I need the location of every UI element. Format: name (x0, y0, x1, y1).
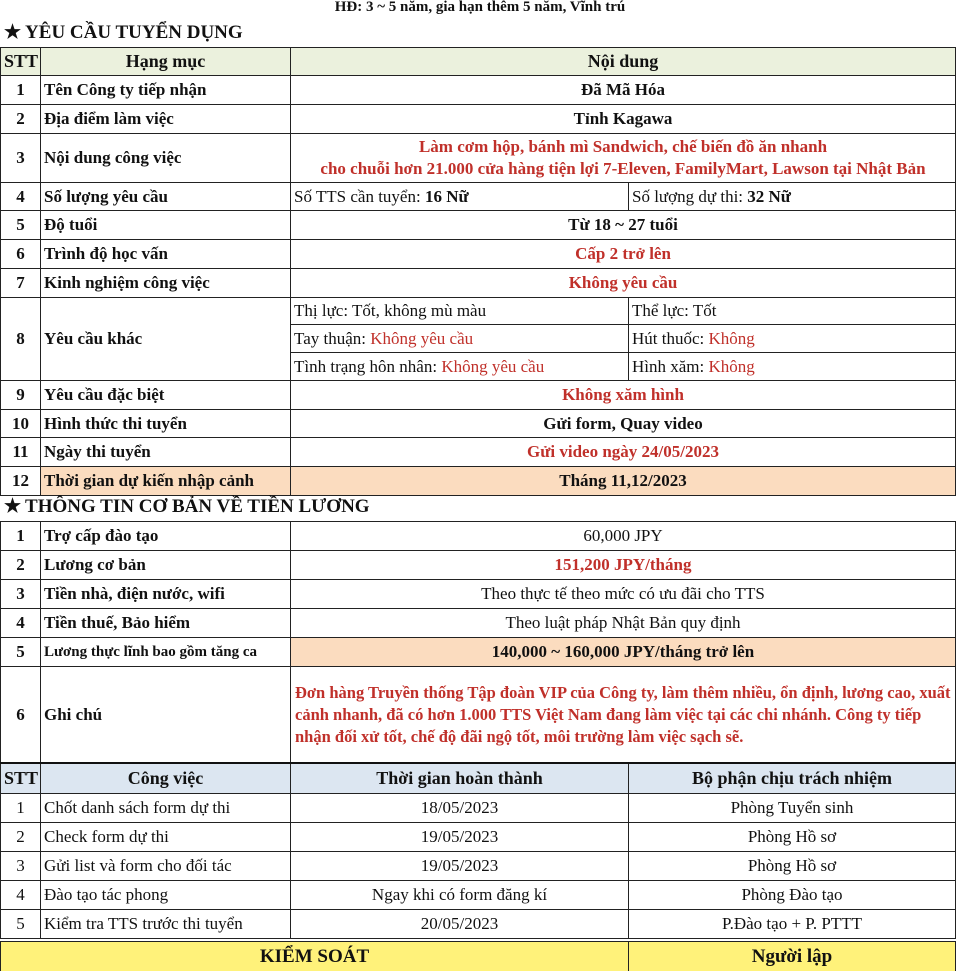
row-stt: 5 (1, 211, 41, 240)
table-row (1, 105, 956, 134)
tattoo (629, 353, 956, 381)
section-title-text: YÊU CẦU TUYỂN DỤNG (25, 22, 243, 43)
row-owner: Phòng Đào tạo (629, 880, 956, 909)
header-task: Công việc (41, 763, 291, 793)
table-row (1, 410, 956, 438)
table-row (1, 793, 956, 822)
required-count-value: 16 Nữ (424, 186, 469, 206)
star-icon: ★ (4, 22, 22, 43)
header-content: Nội dung (291, 48, 956, 76)
smoking (629, 325, 956, 353)
row-stt: 2 (1, 551, 41, 580)
table-row (1, 880, 956, 909)
housing-cost: Theo thực tế theo mức có ưu đãi cho TTS (291, 580, 956, 609)
row-stt: 1 (1, 522, 41, 551)
row-category: Yêu cầu đặc biệt (41, 381, 291, 410)
row-owner: Phòng Hồ sơ (629, 822, 956, 851)
table-row (1, 551, 956, 580)
row-stt: 5 (1, 638, 41, 667)
physical-text: Thể lực: Tốt (632, 301, 717, 320)
row-task: Kiểm tra TTS trước thi tuyển (41, 909, 291, 938)
education-level: Cấp 2 trở lên (291, 240, 956, 269)
table-row (1, 134, 956, 183)
age-range: Từ 18 ~ 27 tuổi (291, 211, 956, 240)
row-category: Ngày thi tuyển (41, 438, 291, 467)
row-stt: 5 (1, 909, 41, 938)
marital-status (291, 353, 629, 381)
row-stt: 1 (1, 793, 41, 822)
exam-date: Gửi video ngày 24/05/2023 (291, 438, 956, 467)
row-stt: 4 (1, 880, 41, 909)
row-stt: 8 (1, 298, 41, 381)
row-category: Thời gian dự kiến nhập cảnh (41, 467, 291, 496)
handedness (291, 325, 629, 353)
table-row (1, 76, 956, 105)
row-stt: 9 (1, 381, 41, 410)
smoking-label: Hút thuốc: (632, 328, 709, 348)
row-stt: 12 (1, 467, 41, 496)
exam-count (629, 183, 956, 211)
row-category: Ghi chú (41, 667, 291, 763)
row-category: Độ tuổi (41, 211, 291, 240)
star-icon: ★ (4, 496, 22, 517)
exam-count-label: Số lượng dự thi: (632, 186, 748, 206)
physical (629, 298, 956, 325)
tax-insurance: Theo luật pháp Nhật Bản quy định (291, 609, 956, 638)
row-stt: 6 (1, 240, 41, 269)
row-stt: 3 (1, 580, 41, 609)
row-category: Địa điểm làm việc (41, 105, 291, 134)
handedness-label: Tay thuận: (294, 328, 371, 348)
table-row (1, 211, 956, 240)
table-row (1, 183, 956, 211)
row-deadline: 18/05/2023 (291, 793, 629, 822)
table-row (1, 269, 956, 298)
row-deadline: 19/05/2023 (291, 851, 629, 880)
timeline-table (0, 762, 956, 939)
creator-label: Người lập (629, 942, 956, 971)
job-description (291, 134, 956, 183)
handedness-value: Không yêu cầu (370, 328, 474, 348)
row-task: Đào tạo tác phong (41, 880, 291, 909)
signature-header-row (1, 942, 956, 971)
row-category: Yêu cầu khác (41, 298, 291, 381)
row-category: Hình thức thi tuyển (41, 410, 291, 438)
table-row (1, 822, 956, 851)
work-location: Tỉnh Kagawa (291, 105, 956, 134)
tattoo-label: Hình xăm: (632, 356, 709, 376)
exam-count-value: 32 Nữ (747, 186, 791, 206)
table-row (1, 438, 956, 467)
row-category: Nội dung công việc (41, 134, 291, 183)
row-stt: 4 (1, 183, 41, 211)
job-description-line1: Làm cơm hộp, bánh mì Sandwich, chế biến đồ ăn nhanh (418, 137, 828, 156)
table-row (1, 298, 956, 325)
row-stt: 2 (1, 105, 41, 134)
net-salary: 140,000 ~ 160,000 JPY/tháng trở lên (291, 638, 956, 667)
entry-time: Tháng 11,12/2023 (291, 467, 956, 496)
required-count (291, 183, 629, 211)
row-deadline: Ngay khi có form đăng kí (291, 880, 629, 909)
row-deadline: 19/05/2023 (291, 822, 629, 851)
table-row (1, 240, 956, 269)
row-stt: 11 (1, 438, 41, 467)
header-deadline: Thời gian hoàn thành (291, 763, 629, 793)
row-category: Tiền thuế, Bảo hiểm (41, 609, 291, 638)
marital-label: Tình trạng hôn nhân: (294, 356, 442, 376)
tattoo-value: Không (708, 356, 755, 376)
marital-value: Không yêu cầu (441, 356, 545, 376)
row-category: Tiền nhà, điện nước, wifi (41, 580, 291, 609)
row-stt: 1 (1, 76, 41, 105)
required-count-label: Số TTS cần tuyển: (294, 186, 425, 206)
section-title-recruitment (4, 20, 243, 46)
salary-table (0, 521, 956, 763)
table-row (1, 580, 956, 609)
smoking-value: Không (708, 328, 755, 348)
section-title-text: THÔNG TIN CƠ BẢN VỀ TIỀN LƯƠNG (25, 496, 370, 517)
table-row (1, 609, 956, 638)
row-category: Kinh nghiệm công việc (41, 269, 291, 298)
row-stt: 6 (1, 667, 41, 763)
control-label: KIỂM SOÁT (1, 942, 629, 971)
section-title-salary (4, 494, 370, 520)
row-category: Lương thực lĩnh bao gồm tăng ca (41, 638, 291, 667)
recruitment-table (0, 47, 956, 496)
signature-table (0, 941, 956, 971)
row-stt: 10 (1, 410, 41, 438)
row-category: Trình độ học vấn (41, 240, 291, 269)
row-category: Tên Công ty tiếp nhận (41, 76, 291, 105)
company-name: Đã Mã Hóa (291, 76, 956, 105)
header-stt: STT (1, 763, 41, 793)
row-category: Lương cơ bản (41, 551, 291, 580)
table-row (1, 522, 956, 551)
row-stt: 3 (1, 134, 41, 183)
notes: Đơn hàng Truyền thống Tập đoàn VIP của Công ty, làm thêm nhiều, ổn định, lương cao, xuất cảnh nhanh, đã có hơn 1.000 TTS Việt Nam đang làm việc tại các chi nhánh. Công ty tiếp nhận đối xử tốt, chế độ đãi ngộ tốt, môi trường làm việc sạch sẽ. (291, 667, 956, 763)
table-header-row (1, 48, 956, 76)
table-header-row (1, 763, 956, 793)
work-experience: Không yêu cầu (291, 269, 956, 298)
row-stt: 3 (1, 851, 41, 880)
row-category: Số lượng yêu cầu (41, 183, 291, 211)
base-salary: 151,200 JPY/tháng (291, 551, 956, 580)
table-row (1, 851, 956, 880)
header-owner: Bộ phận chịu trách nhiệm (629, 763, 956, 793)
exam-format: Gửi form, Quay video (291, 410, 956, 438)
table-row (1, 467, 956, 496)
table-row (1, 638, 956, 667)
special-requirement: Không xăm hình (291, 381, 956, 410)
eyesight-text: Thị lực: Tốt, không mù màu (294, 301, 487, 320)
row-owner: Phòng Tuyển sinh (629, 793, 956, 822)
training-allowance: 60,000 JPY (291, 522, 956, 551)
header-stt: STT (1, 48, 41, 76)
row-stt: 4 (1, 609, 41, 638)
row-task: Chốt danh sách form dự thi (41, 793, 291, 822)
job-description-line2: cho chuỗi hơn 21.000 cửa hàng tiện lợi 7-Eleven, FamilyMart, Lawson tại Nhật Bản (320, 159, 926, 178)
row-category: Trợ cấp đào tạo (41, 522, 291, 551)
row-task: Gửi list và form cho đối tác (41, 851, 291, 880)
table-row (1, 667, 956, 763)
row-owner: Phòng Hồ sơ (629, 851, 956, 880)
contract-term-line: HĐ: 3 ~ 5 năm, gia hạn thêm 5 năm, Vĩnh trú (334, 0, 626, 15)
table-row (1, 381, 956, 410)
table-row (1, 909, 956, 938)
row-stt: 7 (1, 269, 41, 298)
row-deadline: 20/05/2023 (291, 909, 629, 938)
row-owner: P.Đào tạo + P. PTTT (629, 909, 956, 938)
header-category: Hạng mục (41, 48, 291, 76)
row-stt: 2 (1, 822, 41, 851)
row-task: Check form dự thi (41, 822, 291, 851)
eyesight (291, 298, 629, 325)
